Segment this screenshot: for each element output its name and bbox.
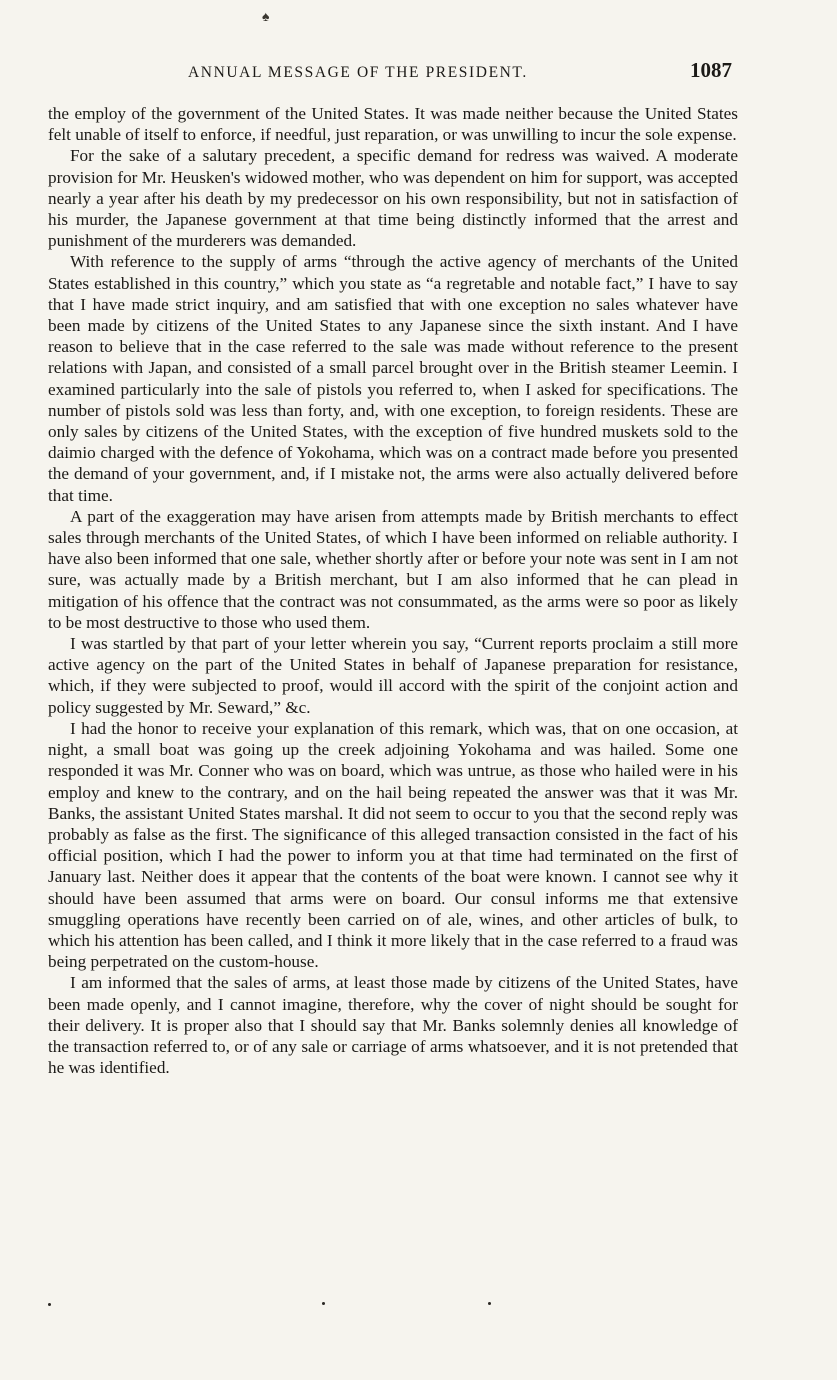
print-speck xyxy=(322,1302,325,1305)
paragraph: I am informed that the sales of arms, at least those made by citizens of the United States, have been made openly, and I cannot imagine, therefore, why the cover of night should be sought for their delivery. It is proper also that I should say that Mr. Banks solemnly denies all knowledge of the transaction referred to, or of any sale or carriage of arms whatsoever, and it is not pretended that he was identified. xyxy=(48,973,738,1078)
paragraph: A part of the exaggeration may have arisen from attempts made by British merchants to effect sales through merchants of the United States, of which I have been informed on reliable authority. I have also been informed that one sale, whether shortly after or before your note was sent in I am not sure, was actually made by a British merchant, but I am also informed that he can plead in mitigation of his offence that the contract was not consummated, as the arms were so poor as likely to be most destructive to those who used them. xyxy=(48,506,738,632)
paragraph: the employ of the government of the United States. It was made neither because the United States felt unable of itself to enforce, if needful, just reparation, or was unwilling to incur the sole expense. xyxy=(48,104,738,145)
page-header xyxy=(48,58,738,88)
paragraph: For the sake of a salutary precedent, a specific demand for redress was waived. A moderate provision for Mr. Heusken's widowed mother, who was dependent on him for support, was accepted nearly a year after his death by my predecessor on his own responsibility, but not in satisfaction of his murder, the Japanese government at that time being distinctly informed that the arrest and punishment of the murderers was demanded. xyxy=(48,146,738,251)
paragraph: I was startled by that part of your letter wherein you say, “Current reports proclaim a still more active agency on the part of the United States in behalf of Japanese preparation for resistance, which, if they were subjected to proof, would ill accord with the spirit of the conjoint action and policy suggested by Mr. Seward,” &c. xyxy=(48,634,738,717)
body-text xyxy=(48,103,738,1078)
running-head: ANNUAL MESSAGE OF THE PRESIDENT. xyxy=(188,64,528,81)
ornament-mark: ♠ xyxy=(262,10,270,25)
paragraph: With reference to the supply of arms “through the active agency of merchants of the United States established in this country,” which you state as “a regretable and notable fact,” I have to say that I have made strict inquiry, and am satisfied that with one exception no sales whatever have been made by citizens of the United States to any Japanese since the sixth instant. And I have reason to believe that in the case referred to the sale was made without reference to the present relations with Japan, and consisted of a small parcel brought over in the British steamer Leemin. I examined particularly into the sale of pistols you referred to, when I asked for specifications. The number of pistols sold was less than forty, and, with one exception, to foreign residents. These are only sales by citizens of the United States, with the exception of five hundred muskets sold to the daimio charged with the defence of Yokohama, which was on a contract made before you presented the demand of your government, and, if I mistake not, the arms were also actually delivered before that time. xyxy=(48,252,738,505)
page-number: 1087 xyxy=(690,58,732,82)
paragraph: I had the honor to receive your explanation of this remark, which was, that on one occasion, at night, a small boat was going up the creek adjoining Yokohama and was hailed. Some one responded it was Mr. Conner who was on board, which was untrue, as those who hailed were in his employ and knew to the contrary, and on the hail being repeated the answer was that it was Mr. Banks, the assistant United States marshal. It did not seem to occur to you that the second reply was probably as false as the first. The significance of this alleged transaction consisted in the fact of his official position, which I had the power to inform you at that time had terminated on the first of January last. Neither does it appear that the contents of the boat were known. I cannot see why it should have been assumed that arms were on board. Our consul informs me that extensive smuggling operations have recently been carried on of ale, wines, and other articles of bulk, to which his attention has been called, and I think it more likely that in the case referred to a fraud was being perpetrated on the custom-house. xyxy=(48,718,738,972)
print-speck xyxy=(48,1303,51,1306)
print-speck xyxy=(488,1302,491,1305)
